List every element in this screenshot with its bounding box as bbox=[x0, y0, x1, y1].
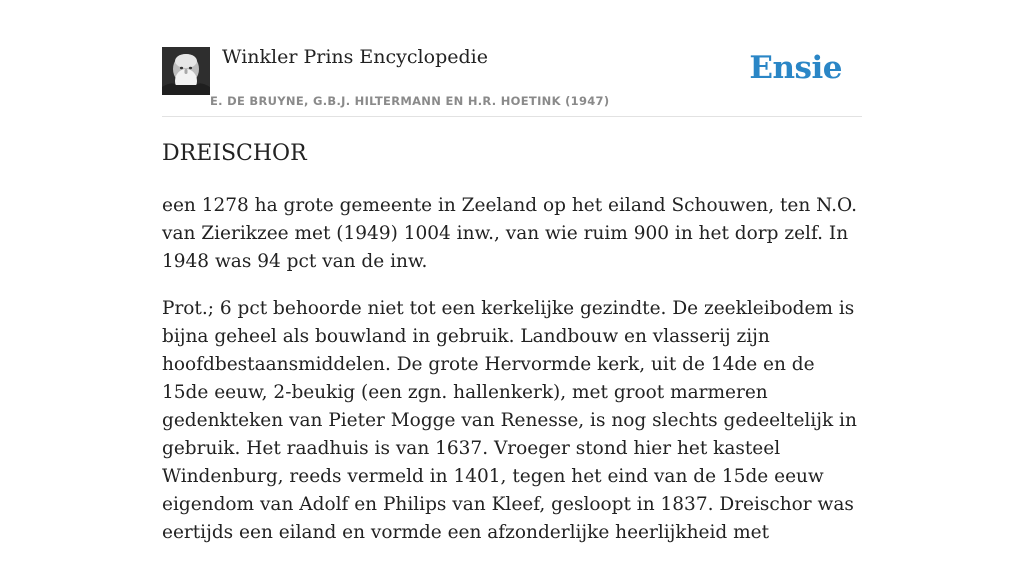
entry-card bbox=[162, 0, 862, 543]
author-portrait-icon bbox=[162, 47, 210, 95]
entry-paragraph: Prot.; 6 pct behoorde niet tot een kerkelijke gezindte. De zeekleibodem is bijna geheel als bouwland in gebruik. Landbouw en vlasserij zijn hoofdbestaansmiddelen. De grote Hervormde kerk, uit de 14de en de 15de eeuw, 2-beukig (een zgn. hallenkerk), met groot marmeren gedenkteken van Pieter Mogge van Renesse, is nog slechts gedeeltelijk in gebruik. Het raadhuis is van 1637. Vroeger stond hier het kasteel Windenburg, reeds vermeld in 1401, tegen het eind van de 15de eeuw eigendom van Adolf en Philips van Kleef, gesloopt in 1837. Dreischor was eertijds een eiland en vormde een afzonderlijke heerlijkheid met bbox=[162, 298, 857, 543]
entry-title: DREISCHOR bbox=[162, 141, 307, 166]
author-avatar bbox=[162, 47, 210, 95]
brand-logo[interactable]: Ensie bbox=[749, 50, 842, 86]
entry-paragraph: een 1278 ha grote gemeente in Zeeland op het eiland Schouwen, ten N.O. van Zierikzee met (1949) 1004 inw., van wie ruim 900 in het dorp zelf. In 1948 was 94 pct van de inw. bbox=[162, 195, 857, 272]
source-header bbox=[162, 0, 862, 117]
source-authors: E. DE BRUYNE, G.B.J. HILTERMANN EN H.R. HOETINK (1947) bbox=[210, 94, 610, 108]
source-title[interactable]: Winkler Prins Encyclopedie bbox=[222, 46, 488, 68]
entry-body bbox=[162, 192, 862, 566]
